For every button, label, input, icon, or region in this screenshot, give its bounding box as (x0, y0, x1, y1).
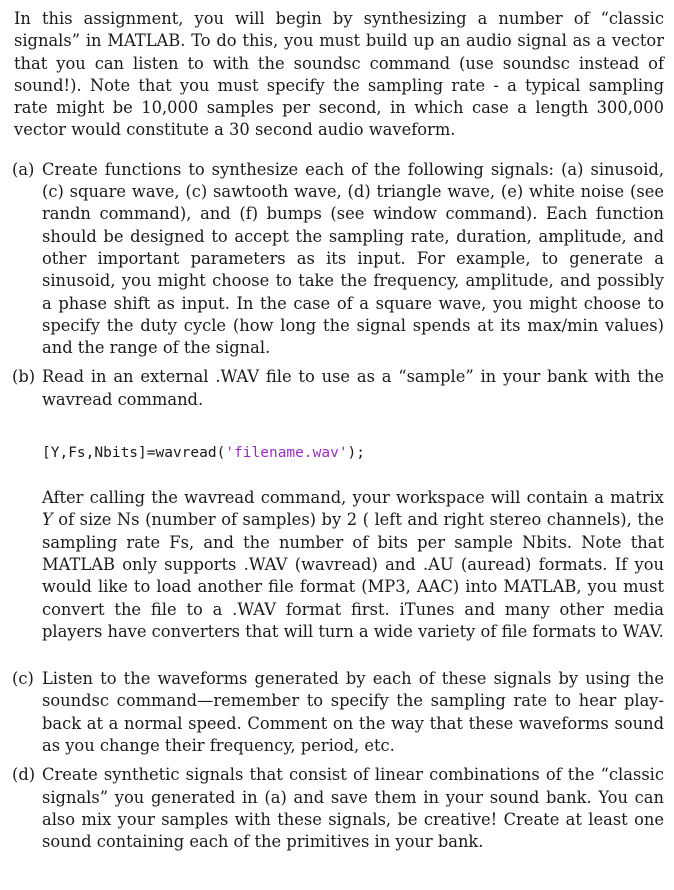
item-b-followup (42, 487, 664, 643)
list-item-b (14, 366, 664, 643)
item-label-a: (a) (12, 159, 35, 179)
item-text-a: Create functions to synthesize each of the following signals: (a) sinusoid, (c) square wave, (c) sawtooth wave, (d) triangle wave, (e) white noise (see randn command), and (f) bumps (see window command). Each function should be designed to accept the sampling rate, duration, amplitude, and other important parameters as its input. For example, to generate a sinusoid, you might choose to take the frequency, amplitude, and possibly a phase shift as input. In the case of a square wave, you might choose to specify the duty cycle (how long the signal spends at its max/min values) and the range of the signal. (42, 159, 664, 358)
code-prefix: [Y,Fs,Nbits]=wavread( (42, 445, 226, 462)
code-block (42, 443, 664, 463)
code-suffix: ); (347, 445, 366, 462)
item-text-c: Listen to the waveforms generated by each of these signals by using the soundsc command—remember to specify the sampling rate to hear play-back at a normal speed. Comment on the way that these waveforms sound as you change their frequency, period, etc. (42, 669, 664, 756)
followup-pre: After calling the wavread command, your workspace will contain a matrix (42, 488, 664, 508)
item-text-b: Read in an external .WAV file to use as a “sample” in your bank with the wavread command. (42, 367, 664, 409)
assignment-text (14, 8, 664, 854)
code-string: 'filename.wav' (225, 445, 348, 462)
item-label-d: (d) (12, 765, 36, 785)
item-text-d: Create synthetic signals that consist of linear combinations of the “classic signals” you generated in (a) and save them in your sound bank. You can also mix your samples with these signals, be creative! Create at least one sound containing each of the primitives in your bank. (42, 765, 664, 852)
followup-post: of size Ns (number of samples) by 2 ( left and right stereo channels), the sampling rate Fs, and the number of bits per sample Nbits. Note that MATLAB only supports .WAV (wavread) and .AU (auread) formats. If you would like to load another file format (MP3, AAC) into MATLAB, you must convert the file to a .WAV format first. iTunes and many other media players have converters that will turn a wide variety of file formats to WAV. (42, 510, 664, 641)
list-item-d (14, 764, 664, 853)
list-item-a (14, 159, 664, 360)
intro-paragraph: In this assignment, you will begin by synthesizing a number of “classic signals” in MATLAB. To do this, you must build up an audio signal as a vector that you can listen to with the soundsc command (use soundsc instead of sound!). Note that you must specify the sampling rate - a typical sampling rate might be 10,000 samples per second, in which case a length 300,000 vector would constitute a 30 second audio waveform. (14, 9, 664, 140)
item-label-b: (b) (12, 367, 36, 387)
variable-y: Y (42, 510, 53, 530)
list-item-c (14, 668, 664, 757)
item-label-c: (c) (12, 669, 34, 689)
